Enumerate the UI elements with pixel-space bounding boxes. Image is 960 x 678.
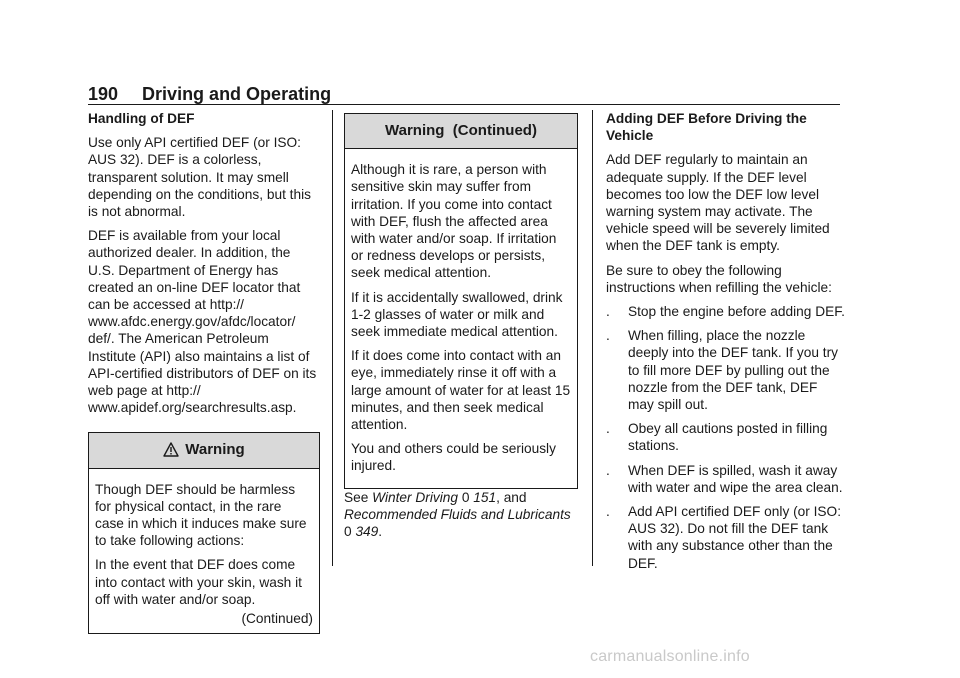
column-divider	[332, 110, 333, 566]
header-rule	[88, 104, 840, 105]
page-symbol: 0	[344, 524, 352, 540]
warning-paragraph: You and others could be seriously injured.	[351, 441, 556, 474]
warning-paragraph: Although it is rare, a person with sensitive skin may suffer from irritation. If you come into contact with DEF, flush the affected area with water and/or soap. If irritation or redness develops or persists, seek medical attention.	[351, 162, 557, 281]
column-1	[88, 110, 320, 634]
ref-page-number: 151	[473, 489, 497, 505]
warning-title-text: Warning	[185, 441, 245, 459]
warning-box-body	[345, 149, 577, 487]
column-divider	[592, 110, 593, 566]
list-item: . Obey all cautions posted in filling stations.	[606, 421, 828, 454]
warning-continued-box	[344, 113, 578, 489]
continued-label: (Continued)	[241, 611, 313, 627]
paragraph: Add DEF regularly to maintain an adequate supply. If the DEF level becomes too low the DEF low level warning system may activate. The vehicle speed will be severely limited when the DEF tank is empty.	[606, 152, 830, 254]
handling-def-heading: Handling of DEF	[88, 111, 195, 126]
warning-paragraph: Though DEF should be harmless for physical contact, in the rare case in which it induces make sure to take following actions:	[95, 481, 307, 549]
warning-box-title	[89, 433, 319, 468]
warning-box	[88, 432, 320, 634]
warning-box-body	[89, 469, 319, 634]
paragraph: Use only API certified DEF (or ISO: AUS 32). DEF is a colorless, transparent solution. It may smell depending on the conditions, but this is not abnormal.	[88, 135, 311, 220]
list-item: . When DEF is spilled, wash it away with water and wipe the area clean.	[606, 462, 843, 495]
watermark: carmanualsonline.info	[590, 648, 750, 665]
bullet-glyph: .	[606, 462, 610, 478]
warning-paragraph: If it is accidentally swallowed, drink 1-2 glasses of water or milk and seek immediate medical attention.	[351, 289, 563, 340]
warning-paragraph: If it does come into contact with an eye, immediately rinse it off with a large amount of water for at least 15 minutes, and then seek medical attention.	[351, 348, 571, 433]
page-number: 190	[88, 84, 119, 104]
list-item: . Stop the engine before adding DEF.	[606, 304, 845, 320]
column-3	[606, 110, 846, 579]
bullet-glyph: .	[606, 504, 610, 520]
column-2	[344, 113, 580, 547]
list-item: . Add API certified DEF only (or ISO: AUS 32). Do not fill the DEF tank with any substance other than the DEF.	[606, 504, 841, 571]
warning-box-title: Warning (Continued)	[345, 114, 577, 149]
warning-triangle-icon	[163, 442, 179, 457]
bullet-glyph: .	[606, 328, 610, 344]
paragraph: Be sure to obey the following instructions when refilling the vehicle:	[606, 262, 832, 295]
see-also-reference: See Winter Driving 0 151, and Recommended Fluids and Lubricants 0 349.	[344, 489, 571, 540]
ref-page-number: 349	[355, 524, 379, 540]
ref-recommended-fluids-link[interactable]: Recommended Fluids and Lubricants	[344, 506, 571, 522]
list-item: . When filling, place the nozzle deeply into the DEF tank. If you try to fill more DEF by pulling out the nozzle from the DEF tank, DEF may spill out.	[606, 328, 838, 413]
section-title: Driving and Operating	[142, 84, 332, 104]
ref-winter-driving-link[interactable]: Winter Driving	[372, 489, 458, 505]
page-header	[88, 84, 331, 104]
adding-def-heading: Adding DEF Before Driving the Vehicle	[606, 111, 807, 144]
bullet-glyph: .	[606, 421, 610, 437]
bullet-glyph: .	[606, 304, 610, 320]
instruction-list	[606, 303, 846, 572]
paragraph: DEF is available from your local authorized dealer. In addition, the U.S. Department of Energy has created an on-line DEF locator that can be accessed at http:// www.afdc.energy.gov/afdc/locator/ def/. The American Petroleum Institute (API) also maintains a list of API-certified distributors of DEF on its web page at http:// www.apidef.org/searchresults.asp.	[88, 228, 317, 416]
page-symbol: 0	[461, 489, 470, 505]
warning-paragraph: In the event that DEF does come into contact with your skin, wash it off with water and/or soap.	[95, 557, 302, 607]
